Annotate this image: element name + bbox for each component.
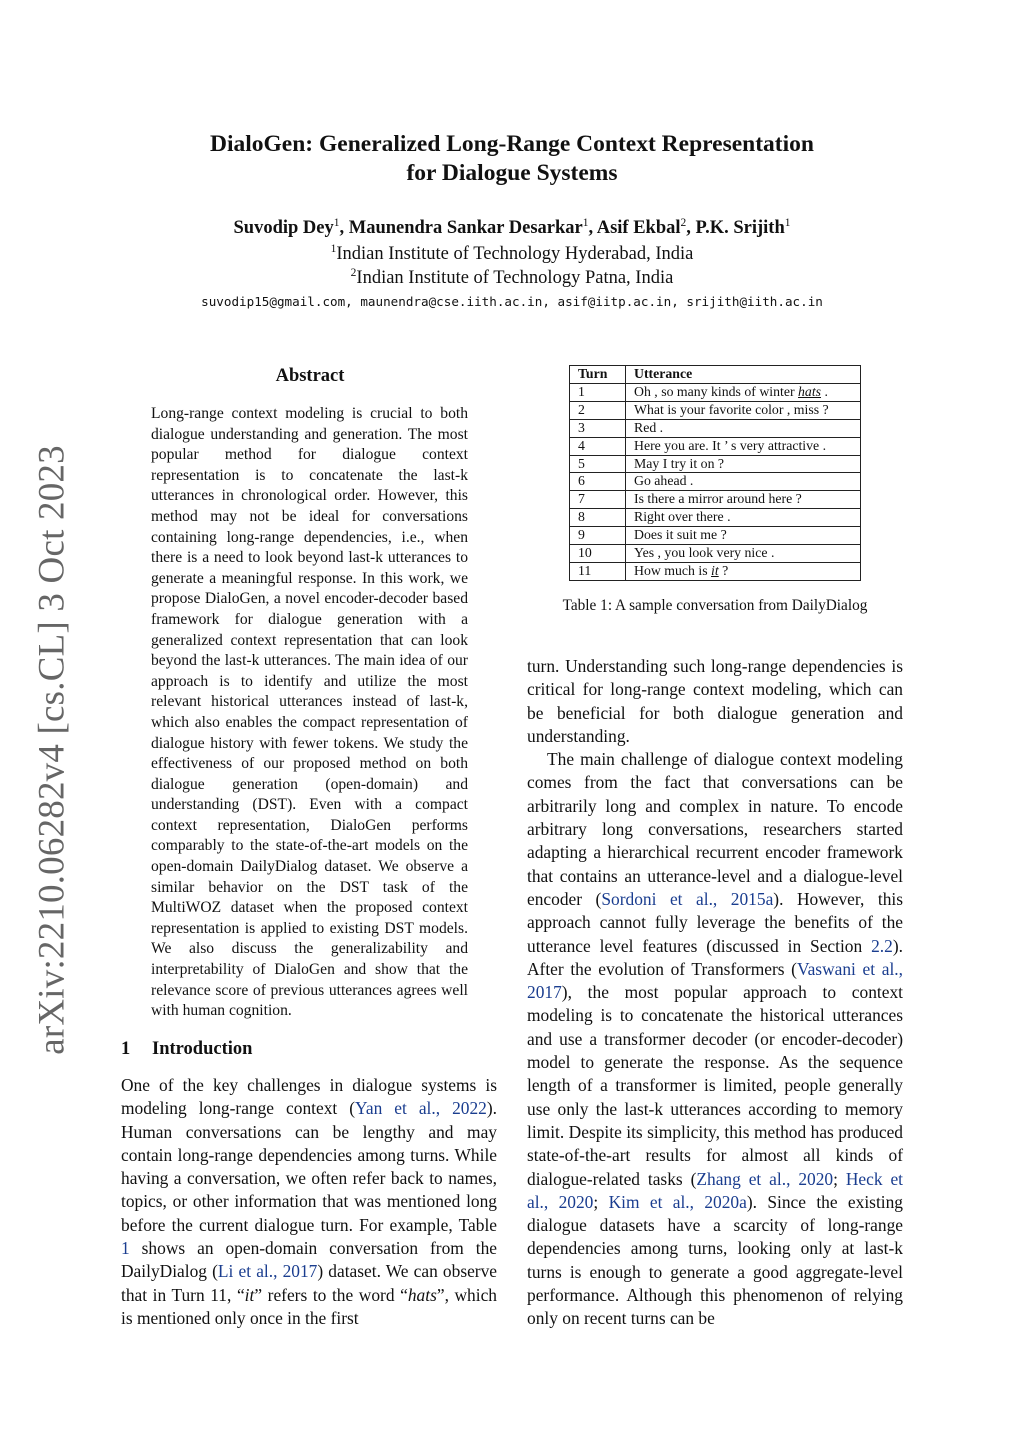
- utterance-text: Does it suit me ?: [634, 527, 727, 543]
- abstract-heading: Abstract: [275, 366, 345, 386]
- intro-paragraph-3: [527, 748, 903, 1330]
- utterance-text: Yes , you look very nice .: [634, 545, 775, 561]
- text-run: shows an open-domain conversation from the DailyDialog (: [121, 1238, 497, 1282]
- text-run: ). Since the existing dialogue datasets have a scarcity of long-range dependencies among turns, looking only at last-k turns is enough to generate a good aggregate-level performance. Although this phenomenon of relying only on recent turns can be: [527, 1191, 904, 1329]
- text-run: ). However, this approach cannot fully leverage the benefits of the utterance level features (discussed in Section: [527, 888, 903, 956]
- utterance-text: What is your favorite color , miss ?: [634, 401, 829, 417]
- right-column-body: [527, 655, 903, 1331]
- section-number: 1: [121, 1039, 131, 1059]
- affiliation-text: Indian Institute of Technology Hyderabad, India: [336, 244, 694, 264]
- conversation-table: [569, 365, 861, 581]
- section-heading: [121, 1039, 252, 1060]
- turn-number-cell: 2: [570, 401, 626, 419]
- paper-title: [0, 130, 1024, 188]
- text-run: ”, which is mentioned only once in the first: [121, 1284, 498, 1328]
- utterance-cell: [626, 527, 861, 545]
- utterance-cell: [626, 383, 861, 401]
- utterance-cell: [626, 455, 861, 473]
- citation-link[interactable]: Zhang et al., 2020: [696, 1168, 834, 1189]
- text-run: ) dataset. We can observe that in Turn 11, “: [121, 1261, 498, 1305]
- abstract-text: [151, 404, 468, 1022]
- author-name: Asif Ekbal: [596, 218, 681, 238]
- table-row: [570, 473, 861, 491]
- table-row: [570, 491, 861, 509]
- text-run: The main challenge of dialogue context modeling comes from the fact that conversations can be arbitrarily long and complex in nature. To encode arbitrary long conversations, researchers started adapting a hierarchical recurrent encoder framework that contains an utterance-level and a dialogue-level encoder (: [527, 749, 903, 909]
- author-name: Suvodip Dey: [233, 218, 334, 238]
- utterance-cell: [626, 419, 861, 437]
- text-run: ). Human conversations can be lengthy and may contain long-range dependencies among turns. While having a conversation, we often refer back to names, topics, or other information that was mentioned long before the current dialogue turn. For example, Table: [121, 1098, 498, 1235]
- utterance-cell: [626, 437, 861, 455]
- author-affiliation-mark: 1: [784, 216, 791, 229]
- table-caption: Table 1: A sample conversation from DailyDialog: [562, 597, 868, 614]
- column-header-utterance: Utterance: [626, 366, 861, 384]
- section-reference-link[interactable]: 2.2: [871, 935, 893, 956]
- citation-link[interactable]: Sordoni et al., 2015a: [601, 888, 774, 909]
- text-run: ). After the evolution of Transformers (: [527, 935, 903, 979]
- intro-paragraph-2: turn. Understanding such long-range dependencies is critical for long-range context modeling, which can be beneficial for both dialogue generation and understanding.: [527, 656, 903, 746]
- utterance-text: Red .: [634, 419, 664, 435]
- author-affiliation-mark: 1: [333, 216, 340, 229]
- citation-link[interactable]: Heck et al., 2020: [527, 1168, 904, 1212]
- arxiv-identifier: arXiv:2210.06282v4 [cs.CL] 3 Oct 2023: [31, 445, 73, 1055]
- utterance-text: Here you are. It ’ s very attractive .: [634, 437, 827, 453]
- author-name: P.K. Srijith: [695, 218, 785, 238]
- table-row: [570, 527, 861, 545]
- table-row: [570, 437, 861, 455]
- turn-number-cell: 1: [570, 383, 626, 401]
- turn-number-cell: 3: [570, 419, 626, 437]
- turn-number-cell: 5: [570, 455, 626, 473]
- text-run: One of the key challenges in dialogue systems is modeling long-range context (: [121, 1075, 497, 1119]
- column-header-turn: Turn: [570, 366, 626, 384]
- utterance-cell: [626, 562, 861, 580]
- table-header-row: [570, 366, 861, 384]
- turn-number-cell: 4: [570, 437, 626, 455]
- utterance-cell: [626, 545, 861, 563]
- author-affiliation-mark: 1: [582, 216, 589, 229]
- author-affiliation-mark: 2: [680, 216, 687, 229]
- utterance-cell: [626, 473, 861, 491]
- utterance-text: ?: [718, 562, 729, 578]
- utterance-cell: [626, 401, 861, 419]
- utterance-text: Right over there .: [634, 509, 731, 525]
- utterance-text: Go ahead .: [634, 473, 694, 489]
- utterance-text: Oh , so many kinds of winter: [634, 383, 799, 399]
- turn-number-cell: 8: [570, 509, 626, 527]
- affiliation-number: 1: [330, 242, 337, 255]
- table-row: [570, 401, 861, 419]
- turn-number-cell: 10: [570, 545, 626, 563]
- intro-paragraph-1: [121, 1074, 497, 1330]
- section-title: Introduction: [152, 1039, 253, 1059]
- author-name: Maunendra Sankar Desarkar: [348, 218, 583, 238]
- highlighted-word: it: [711, 562, 719, 578]
- table-row: [570, 419, 861, 437]
- author-list: Suvodip Dey$^1$, Maunendra Sankar Desarkar$^1$, Asif Ekbal$^2$, P.K. Srijith$^1$: [233, 216, 791, 238]
- table-row: [570, 509, 861, 527]
- citation-link[interactable]: Vaswani et al., 2017: [527, 958, 903, 1003]
- utterance-cell: [626, 509, 861, 527]
- utterance-text: How much is: [634, 562, 712, 578]
- table-row: [570, 545, 861, 563]
- emphasis-hats: hats: [407, 1284, 437, 1305]
- citation-link[interactable]: Li et al., 2017: [217, 1261, 318, 1282]
- utterance-text: .: [821, 383, 828, 399]
- text-run: ), the most popular approach to context modeling is to concatenate the historical utterances and use a transformer decoder (or encoder-decoder) model to generate the response. As the sequence length of a transformer is limited, people generally use only the last-k utterances according to memory limit. Despite its simplicity, this method has produced state-of-the-art results for almost all kinds of dialogue-related tasks (: [527, 982, 903, 1189]
- citation-link[interactable]: Kim et al., 2020a: [608, 1191, 747, 1212]
- text-run: ” refers to the word “: [254, 1284, 408, 1305]
- emphasis-it: it: [244, 1284, 255, 1305]
- paper-title-line2: for Dialogue Systems: [406, 160, 618, 186]
- author-emails: suvodip15@gmail.com, maunendra@cse.iith.ac.in, asif@iitp.ac.in, srijith@iith.ac.in: [201, 294, 823, 309]
- turn-number-cell: 7: [570, 491, 626, 509]
- utterance-cell: [626, 491, 861, 509]
- turn-number-cell: 9: [570, 527, 626, 545]
- table-row: [570, 562, 861, 580]
- affiliation: [0, 242, 1024, 266]
- affiliation-number: 2: [350, 266, 357, 279]
- table-reference-link[interactable]: 1: [121, 1238, 130, 1259]
- citation-link[interactable]: Yan et al., 2022: [355, 1098, 487, 1119]
- affiliation: [0, 266, 1024, 290]
- utterance-text: Is there a mirror around here ?: [634, 491, 802, 507]
- table-row: [570, 455, 861, 473]
- left-column-body: [121, 1074, 497, 1330]
- text-run: ;: [593, 1191, 609, 1212]
- affiliation-text: Indian Institute of Technology Patna, India: [356, 268, 674, 288]
- turn-number-cell: 6: [570, 473, 626, 491]
- paper-title-line1: DialoGen: Generalized Long-Range Context Representation: [210, 131, 814, 157]
- text-run: ;: [833, 1168, 846, 1189]
- abstract-paragraph: Long-range context modeling is crucial to both dialogue understanding and generation. The most popular method for dialogue context representation is to concatenate the last-k utterances in chronological order. However, this method may not be ideal for conversations containing long-range dependencies, i.e., when there is a need to look beyond last-k utterances to generate a meaningful response. In this work, we propose DialoGen, a novel encoder-decoder based framework for dialogue generation with a generalized context representation that can look beyond the last-k utterances. The main idea of our approach is to identify and utilize the most relevant historical utterances instead of last-k, which also enables the compact representation of dialogue history with fewer tokens. We study the effectiveness of our proposed method on both dialogue generation (open-domain) and understanding (DST). Even with a compact context representation, DialoGen performs comparably to the state-of-the-art models on the open-domain DailyDialog dataset. We observe a similar behavior on the DST task of the MultiWOZ dataset when the proposed context representation is applied to existing DST models. We also discuss the generalizability and interpretability of DialoGen and show that the relevance score of previous utterances agrees well with human cognition.: [151, 405, 468, 1020]
- highlighted-word: hats: [798, 383, 822, 399]
- table-row: [570, 383, 861, 401]
- turn-number-cell: 11: [570, 562, 626, 580]
- utterance-text: May I try it on ?: [634, 455, 725, 471]
